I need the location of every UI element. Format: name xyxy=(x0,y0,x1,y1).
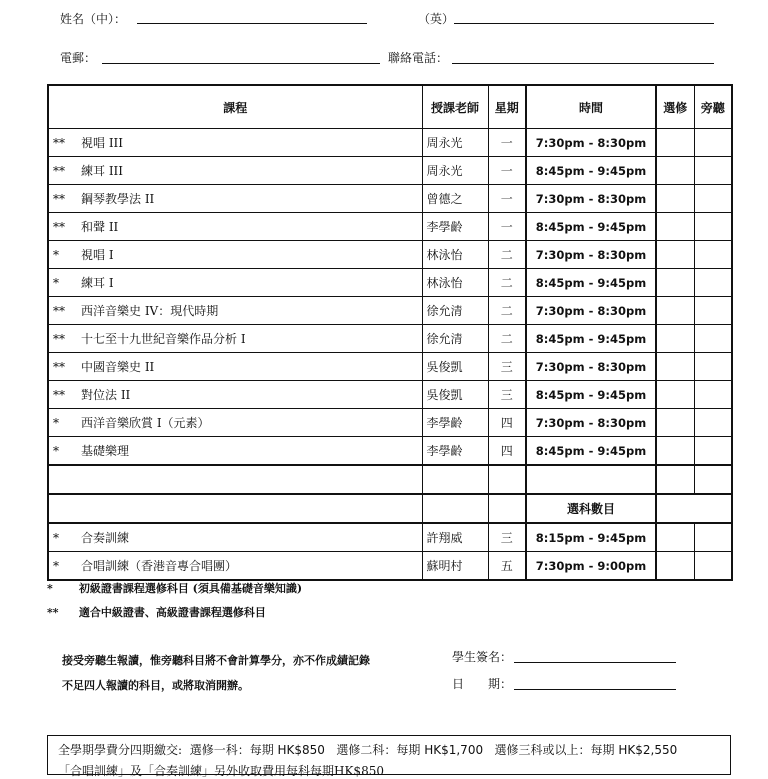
teacher-cell: 吳俊凱 xyxy=(422,381,488,409)
subject-count-field[interactable] xyxy=(656,494,732,523)
course-name: 合唱訓練（香港音專合唱團） xyxy=(81,559,238,573)
course-mark: ** xyxy=(53,360,65,374)
day-cell: 三 xyxy=(488,381,526,409)
course-mark: ** xyxy=(53,164,65,178)
name-en-label: （英） xyxy=(418,12,455,26)
course-name: 十七至十九世紀音樂作品分析 I xyxy=(81,332,246,346)
fee-box xyxy=(47,735,731,778)
teacher-cell: 曾德之 xyxy=(422,185,488,213)
day-cell: 四 xyxy=(488,409,526,437)
blank-cell xyxy=(488,465,526,494)
course-cell xyxy=(48,185,422,213)
legend-text: 適合中級證書、高級證書課程選修科目 xyxy=(78,606,266,619)
audit-checkbox[interactable] xyxy=(694,185,732,213)
time-cell: 7:30pm - 8:30pm xyxy=(526,129,656,157)
course-cell xyxy=(48,213,422,241)
course-name: 基礎樂理 xyxy=(81,444,130,458)
time-cell: 7:30pm - 8:30pm xyxy=(526,185,656,213)
time-cell: 8:45pm - 9:45pm xyxy=(526,269,656,297)
course-mark: * xyxy=(53,444,59,458)
elective-checkbox[interactable] xyxy=(656,297,694,325)
name-en-field[interactable] xyxy=(454,23,714,24)
elective-checkbox[interactable] xyxy=(656,185,694,213)
table-row xyxy=(48,437,732,466)
elective-checkbox[interactable] xyxy=(656,353,694,381)
course-mark: ** xyxy=(53,136,65,150)
subject-count-row xyxy=(48,494,732,523)
teacher-cell: 李學齡 xyxy=(422,213,488,241)
course-cell xyxy=(48,157,422,185)
course-name: 視唱 I xyxy=(81,248,114,262)
time-cell: 7:30pm - 9:00pm xyxy=(526,552,656,581)
email-field[interactable] xyxy=(102,63,380,64)
audit-checkbox[interactable] xyxy=(694,353,732,381)
subject-count-label: 選科數目 xyxy=(526,494,656,523)
audit-checkbox[interactable] xyxy=(694,297,732,325)
course-name: 西洋音樂史 IV：現代時期 xyxy=(81,304,219,318)
fee-extra-line: 「合唱訓練」及「合奏訓練」另外收取費用每科每期HK$850 xyxy=(58,764,384,778)
teacher-cell: 林泳怡 xyxy=(422,269,488,297)
header-day: 星期 xyxy=(488,85,526,129)
legend-item xyxy=(47,604,266,620)
course-cell xyxy=(48,297,422,325)
legend-mark: * xyxy=(47,582,53,595)
legend-mark: ** xyxy=(47,606,59,619)
teacher-cell: 李學齡 xyxy=(422,409,488,437)
legend-text: 初級證書課程選修科目 (須具備基礎音樂知識) xyxy=(78,582,303,595)
blank-cell xyxy=(48,494,422,523)
cancel-notice: 不足四人報讀的科目，或將取消開辦。 xyxy=(62,679,249,692)
audit-checkbox[interactable] xyxy=(694,409,732,437)
email-label: 電郵： xyxy=(60,51,97,65)
course-cell xyxy=(48,325,422,353)
day-cell: 五 xyxy=(488,552,526,581)
audit-checkbox[interactable] xyxy=(694,552,732,581)
student-signature-field[interactable] xyxy=(514,662,676,663)
course-mark: * xyxy=(53,559,59,573)
course-cell xyxy=(48,269,422,297)
blank-row xyxy=(48,465,732,494)
table-row xyxy=(48,552,732,581)
audit-checkbox[interactable] xyxy=(694,213,732,241)
day-cell: 一 xyxy=(488,157,526,185)
course-name: 中國音樂史 II xyxy=(81,360,155,374)
elective-checkbox[interactable] xyxy=(656,325,694,353)
day-cell: 二 xyxy=(488,297,526,325)
time-cell: 7:30pm - 8:30pm xyxy=(526,409,656,437)
day-cell: 一 xyxy=(488,213,526,241)
audit-checkbox[interactable] xyxy=(694,157,732,185)
elective-checkbox[interactable] xyxy=(656,213,694,241)
time-cell: 7:30pm - 8:30pm xyxy=(526,241,656,269)
audit-checkbox[interactable] xyxy=(694,437,732,466)
header-elective: 選修 xyxy=(656,85,694,129)
elective-checkbox[interactable] xyxy=(656,381,694,409)
elective-checkbox[interactable] xyxy=(656,523,694,552)
phone-field[interactable] xyxy=(452,63,714,64)
table-row xyxy=(48,185,732,213)
course-cell xyxy=(48,381,422,409)
header-time: 時間 xyxy=(526,85,656,129)
blank-cell xyxy=(48,465,422,494)
fee-line xyxy=(58,741,720,758)
teacher-cell: 吳俊凱 xyxy=(422,353,488,381)
header-teacher: 授課老師 xyxy=(422,85,488,129)
fee-three-subjects: 選修三科或以上：每期 HK$2,550 xyxy=(494,743,678,757)
teacher-cell: 李學齡 xyxy=(422,437,488,466)
teacher-cell: 林泳怡 xyxy=(422,241,488,269)
teacher-cell: 蘇明村 xyxy=(422,552,488,581)
course-name: 視唱 III xyxy=(81,136,124,150)
course-name: 和聲 II xyxy=(81,220,119,234)
student-signature-label: 學生簽名： xyxy=(452,650,513,664)
course-mark: ** xyxy=(53,332,65,346)
day-cell: 三 xyxy=(488,353,526,381)
course-name: 對位法 II xyxy=(81,388,131,402)
teacher-cell: 徐允清 xyxy=(422,325,488,353)
teacher-cell: 許翔威 xyxy=(422,523,488,552)
day-cell: 三 xyxy=(488,523,526,552)
audit-checkbox[interactable] xyxy=(694,381,732,409)
time-cell: 8:15pm - 9:45pm xyxy=(526,523,656,552)
course-table xyxy=(47,84,733,581)
table-row xyxy=(48,241,732,269)
table-row xyxy=(48,353,732,381)
blank-cell xyxy=(422,494,488,523)
course-cell xyxy=(48,523,422,552)
date-label: 日 期： xyxy=(452,677,513,691)
blank-cell xyxy=(526,465,656,494)
audit-notice: 接受旁聽生報讀，惟旁聽科目將不會計算學分，亦不作成績記錄 xyxy=(62,654,370,667)
time-cell: 8:45pm - 9:45pm xyxy=(526,381,656,409)
teacher-cell: 周永光 xyxy=(422,157,488,185)
course-mark: ** xyxy=(53,304,65,318)
table-row xyxy=(48,129,732,157)
course-name: 西洋音樂欣賞 I（元素） xyxy=(81,416,210,430)
table-row xyxy=(48,297,732,325)
elective-checkbox[interactable] xyxy=(656,129,694,157)
course-cell xyxy=(48,129,422,157)
header-audit: 旁聽 xyxy=(694,85,732,129)
date-field[interactable] xyxy=(514,689,676,690)
table-row xyxy=(48,523,732,552)
audit-checkbox[interactable] xyxy=(694,269,732,297)
header-course: 課程 xyxy=(48,85,422,129)
time-cell: 8:45pm - 9:45pm xyxy=(526,325,656,353)
fee-one-subject: 選修一科：每期 HK$850 xyxy=(189,743,325,757)
day-cell: 一 xyxy=(488,185,526,213)
blank-cell xyxy=(422,465,488,494)
course-cell xyxy=(48,241,422,269)
course-mark: * xyxy=(53,531,59,545)
time-cell: 7:30pm - 8:30pm xyxy=(526,297,656,325)
day-cell: 一 xyxy=(488,129,526,157)
elective-checkbox[interactable] xyxy=(656,409,694,437)
elective-checkbox[interactable] xyxy=(656,437,694,466)
elective-checkbox[interactable] xyxy=(656,552,694,581)
course-name: 練耳 I xyxy=(81,276,114,290)
table-row xyxy=(48,213,732,241)
course-mark: * xyxy=(53,276,59,290)
day-cell: 二 xyxy=(488,241,526,269)
course-name: 練耳 III xyxy=(81,164,124,178)
time-cell: 8:45pm - 9:45pm xyxy=(526,157,656,185)
course-mark: ** xyxy=(53,388,65,402)
table-row xyxy=(48,325,732,353)
name-zh-label: 姓名（中）： xyxy=(60,12,127,26)
audit-checkbox[interactable] xyxy=(694,129,732,157)
elective-checkbox[interactable] xyxy=(656,157,694,185)
course-cell xyxy=(48,552,422,581)
blank-cell xyxy=(488,494,526,523)
name-zh-field[interactable] xyxy=(137,23,367,24)
time-cell: 8:45pm - 9:45pm xyxy=(526,437,656,466)
table-row xyxy=(48,381,732,409)
day-cell: 二 xyxy=(488,325,526,353)
course-mark: * xyxy=(53,248,59,262)
audit-checkbox[interactable] xyxy=(694,241,732,269)
course-cell xyxy=(48,437,422,466)
legend-item xyxy=(47,580,302,596)
day-cell: 四 xyxy=(488,437,526,466)
course-cell xyxy=(48,353,422,381)
time-cell: 7:30pm - 8:30pm xyxy=(526,353,656,381)
audit-checkbox[interactable] xyxy=(694,325,732,353)
time-cell: 8:45pm - 9:45pm xyxy=(526,213,656,241)
course-mark: * xyxy=(53,416,59,430)
elective-checkbox[interactable] xyxy=(656,241,694,269)
course-name: 鋼琴教學法 II xyxy=(81,192,155,206)
course-mark: ** xyxy=(53,220,65,234)
table-row xyxy=(48,157,732,185)
elective-checkbox[interactable] xyxy=(656,269,694,297)
teacher-cell: 徐允清 xyxy=(422,297,488,325)
fee-two-subjects: 選修二科：每期 HK$1,700 xyxy=(336,743,484,757)
course-mark: ** xyxy=(53,192,65,206)
day-cell: 二 xyxy=(488,269,526,297)
audit-checkbox[interactable] xyxy=(694,523,732,552)
table-row xyxy=(48,409,732,437)
course-cell xyxy=(48,409,422,437)
blank-cell xyxy=(656,465,694,494)
phone-label: 聯絡電話： xyxy=(388,51,449,65)
blank-cell xyxy=(694,465,732,494)
table-row xyxy=(48,269,732,297)
teacher-cell: 周永光 xyxy=(422,129,488,157)
course-name: 合奏訓練 xyxy=(81,531,130,545)
fee-prefix: 全學期學費分四期繳交: xyxy=(58,743,183,757)
table-header-row xyxy=(48,85,732,129)
